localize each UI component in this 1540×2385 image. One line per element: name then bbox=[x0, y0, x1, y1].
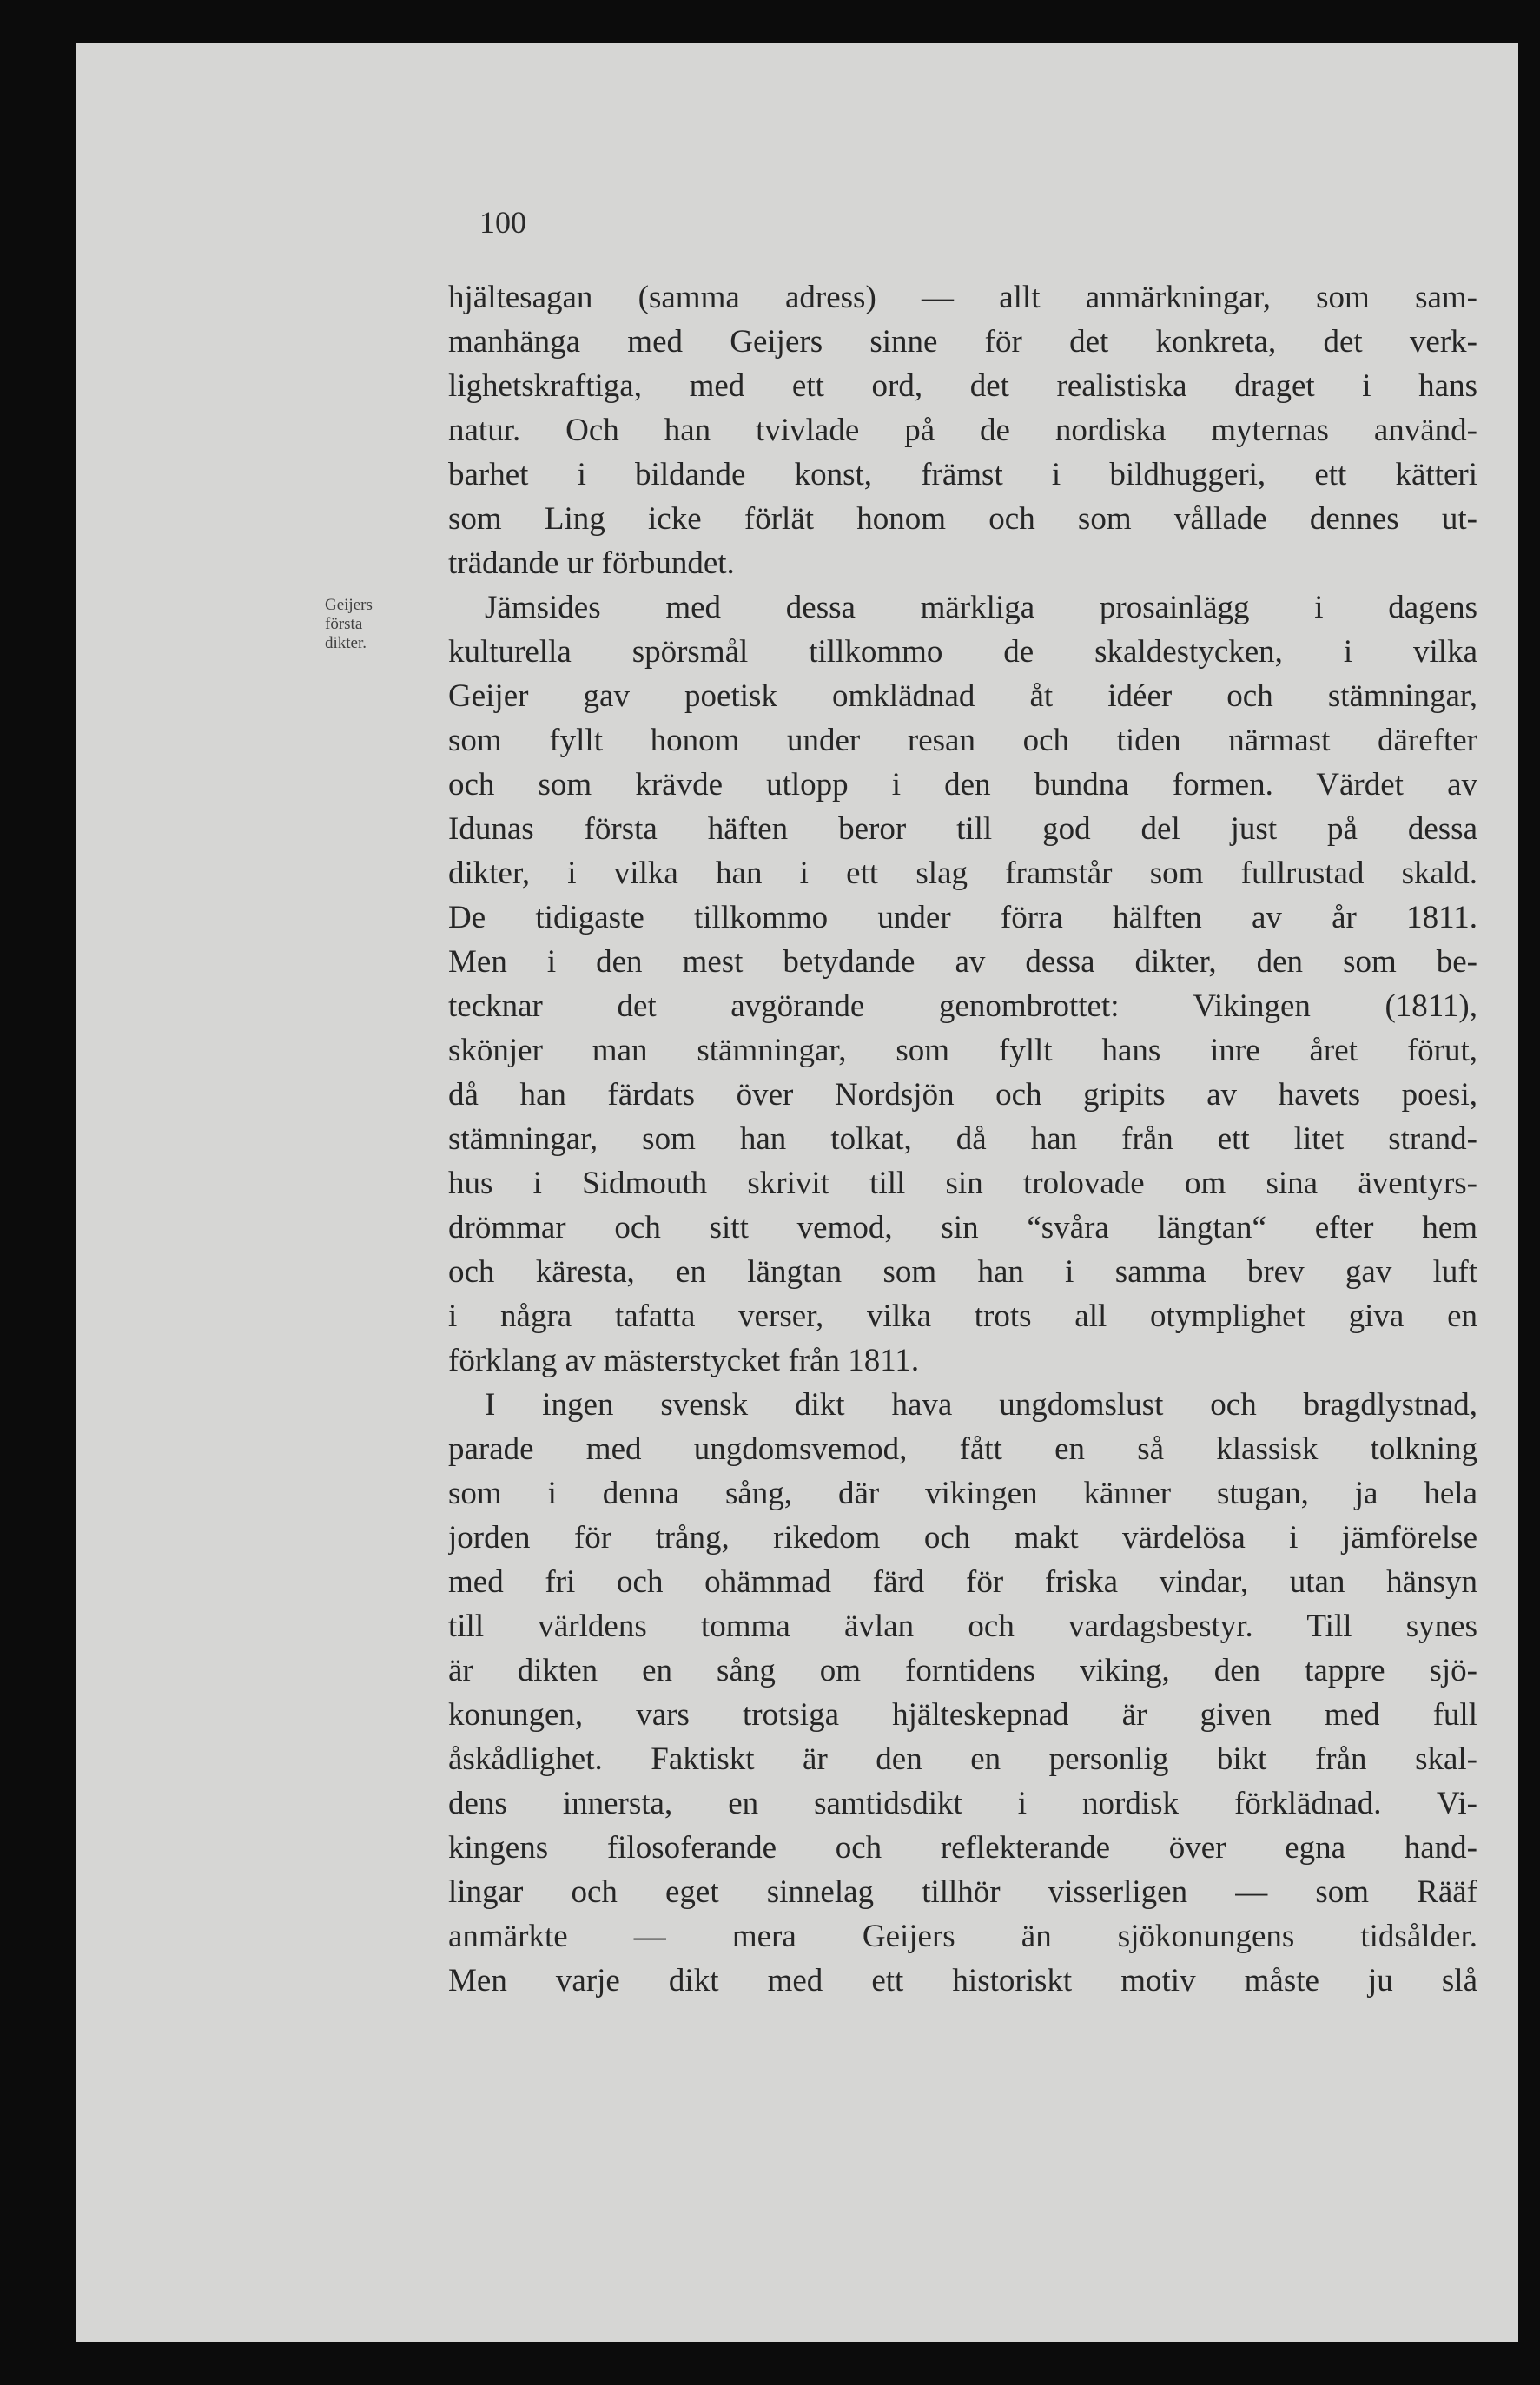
paragraph bbox=[448, 585, 1477, 1383]
text-line: Geijer gav poetisk omklädnad åt idéer och stämningar, bbox=[448, 678, 1477, 714]
margin-note-line: dikter. bbox=[325, 634, 367, 652]
text-line: drömmar och sitt vemod, sin “svåra längtan“ efter hem bbox=[448, 1210, 1477, 1245]
text-line: De tidigaste tillkommo under förra hälften av år 1811. bbox=[448, 900, 1477, 935]
text-line: trädande ur förbundet. bbox=[448, 545, 735, 581]
text-line: kingens filosoferande och reflekterande över egna hand- bbox=[448, 1830, 1477, 1866]
text-line: förklang av mästerstycket från 1811. bbox=[448, 1343, 920, 1378]
text-line: konungen, vars trotsiga hjälteskepnad är given med full bbox=[448, 1697, 1477, 1733]
text-line: och som krävde utlopp i den bundna formen. Värdet av bbox=[448, 767, 1477, 803]
text-line: är dikten en sång om forntidens viking, den tappre sjö- bbox=[448, 1653, 1477, 1688]
text-line: manhänga med Geijers sinne för det konkreta, det verk- bbox=[448, 324, 1477, 360]
text-line: till världens tomma ävlan och vardagsbestyr. Till synes bbox=[448, 1609, 1477, 1644]
text-line: lighetskraftiga, med ett ord, det realistiska draget i hans bbox=[448, 368, 1477, 404]
text-line: skönjer man stämningar, som fyllt hans inre året förut, bbox=[448, 1033, 1477, 1068]
text-line: jorden för trång, rikedom och makt värdelösa i jämförelse bbox=[448, 1520, 1477, 1556]
text-line: Idunas första häften beror till god del just på dessa bbox=[448, 811, 1477, 847]
margin-note-line: Geijers bbox=[325, 596, 373, 614]
text-line: som i denna sång, där vikingen känner stugan, ja hela bbox=[448, 1476, 1477, 1511]
page-number: 100 bbox=[479, 205, 526, 240]
book-page bbox=[76, 43, 1518, 2342]
paragraph bbox=[448, 275, 1477, 585]
body-text bbox=[448, 275, 1477, 2003]
text-line: Men i den mest betydande av dessa dikter, den som be- bbox=[448, 944, 1477, 980]
text-line: dens innersta, en samtidsdikt i nordisk förklädnad. Vi- bbox=[448, 1786, 1477, 1821]
text-line: hjältesagan (samma adress) — allt anmärkningar, som sam- bbox=[448, 280, 1477, 315]
margin-note bbox=[325, 596, 412, 653]
text-line: tecknar det avgörande genombrottet: Vikingen (1811), bbox=[448, 988, 1477, 1024]
text-line: med fri och ohämmad färd för friska vindar, utan hänsyn bbox=[448, 1564, 1477, 1600]
text-line: kulturella spörsmål tillkommo de skaldestycken, i vilka bbox=[448, 634, 1477, 670]
text-line: parade med ungdomsvemod, fått en så klassisk tolkning bbox=[448, 1431, 1477, 1467]
text-line: barhet i bildande konst, främst i bildhuggeri, ett kätteri bbox=[448, 457, 1477, 492]
text-line: dikter, i vilka han i ett slag framstår som fullrustad skald. bbox=[448, 856, 1477, 891]
text-line: som Ling icke förlät honom och som vållade dennes ut- bbox=[448, 501, 1477, 537]
text-line: i några tafatta verser, vilka trots all otymplighet giva en bbox=[448, 1298, 1477, 1334]
paragraph bbox=[448, 1383, 1477, 2003]
margin-note-line: första bbox=[325, 615, 363, 633]
text-line: då han färdats över Nordsjön och gripits av havets poesi, bbox=[448, 1077, 1477, 1113]
text-line: I ingen svensk dikt hava ungdomslust och bragdlystnad, bbox=[485, 1387, 1477, 1423]
text-line: anmärkte — mera Geijers än sjökonungens tidsålder. bbox=[448, 1919, 1477, 1954]
text-line: Jämsides med dessa märkliga prosainlägg i dagens bbox=[485, 590, 1477, 625]
text-line: som fyllt honom under resan och tiden närmast därefter bbox=[448, 723, 1477, 758]
text-line: och käresta, en längtan som han i samma brev gav luft bbox=[448, 1254, 1477, 1290]
text-line: lingar och eget sinnelag tillhör visserligen — som Rääf bbox=[448, 1874, 1477, 1910]
text-line: stämningar, som han tolkat, då han från ett litet strand- bbox=[448, 1121, 1477, 1157]
text-line: hus i Sidmouth skrivit till sin trolovade om sina äventyrs- bbox=[448, 1166, 1477, 1201]
text-line: natur. Och han tvivlade på de nordiska myternas använd- bbox=[448, 413, 1477, 448]
text-line: Men varje dikt med ett historiskt motiv måste ju slå bbox=[448, 1963, 1477, 1999]
text-line: åskådlighet. Faktiskt är den en personlig bikt från skal- bbox=[448, 1741, 1477, 1777]
